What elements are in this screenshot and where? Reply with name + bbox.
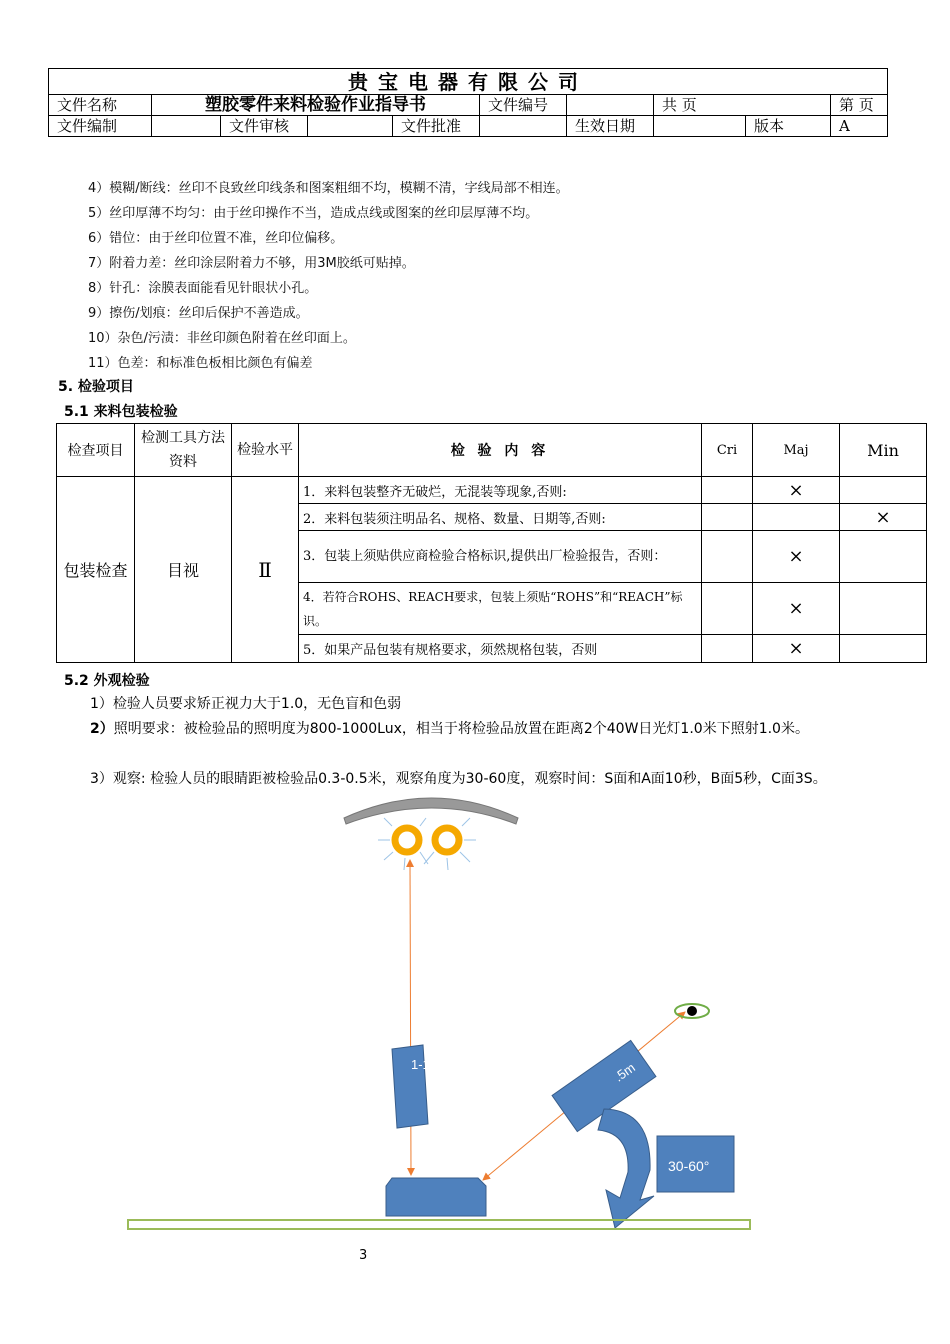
list-item: 11）色差：和标准色板相比颜色有偏差 [88, 356, 313, 371]
page-label: 第 页 [831, 95, 888, 116]
col-header-tool: 检测工具方法资料 [135, 424, 232, 477]
col-header-content: 检 验 内 容 [299, 424, 702, 477]
list-item: 4）模糊/断线：丝印不良致丝印线条和图案粗细不均，模糊不清，字线局部不相连。 [88, 181, 569, 196]
approved-label: 文件批准 [393, 116, 480, 137]
doc-name-label: 文件名称 [49, 95, 152, 116]
lamp-icon [395, 828, 419, 852]
angle-label: 30-60° [668, 1158, 710, 1174]
doc-title: 塑胶零件来料检验作业指导书 [152, 95, 480, 116]
list-item: 9）擦伤/划痕：丝印后保护不善造成。 [88, 306, 309, 321]
angle-arrow-icon [598, 1109, 654, 1228]
eye-icon [675, 1004, 709, 1018]
col-header-min: Min [840, 424, 927, 477]
maj-cell: × [753, 583, 840, 635]
maj-cell: × [753, 477, 840, 504]
prepared-label: 文件编制 [49, 116, 152, 137]
list-item: 6）错位：由于丝印位置不准，丝印位偏移。 [88, 231, 344, 246]
content-cell: 1．来料包装整齐无破烂，无混装等现象,否则: [299, 477, 702, 504]
list-item: 8）针孔：涂膜表面能看见针眼状小孔。 [88, 281, 318, 296]
section-5-heading: 5. 检验项目 [58, 379, 134, 395]
maj-cell: × [753, 531, 840, 583]
section-5-1-heading: 5.1 来料包装检验 [64, 404, 178, 420]
company-name: 贵宝电器有限公司 [49, 69, 888, 95]
paragraph-text: 3）观察: 检验人员的眼睛距被检验品0.3-0.5米，观察角度为30-60度，观察时间：S面和A面10秒，B面5秒，C面3S。 [90, 771, 827, 787]
col-header-level: 检验水平 [232, 424, 299, 477]
content-cell: 2．来料包装须注明品名、规格、数量、日期等,否则: [299, 504, 702, 531]
col-header-cri: Cri [702, 424, 753, 477]
reviewed-label: 文件审核 [221, 116, 308, 137]
table-surface [128, 1220, 750, 1229]
section-5-2-heading: 5.2 外观检验 [64, 673, 150, 689]
lamp-reflector-icon [344, 798, 518, 824]
list-item: 5）丝印厚薄不均匀：由于丝印操作不当，造成点线或图案的丝印层厚薄不均。 [88, 206, 539, 221]
paragraph-text: 1）检验人员要求矫正视力大于1.0，无色盲和色弱 [90, 696, 402, 712]
paragraph-number: 2） [90, 721, 114, 737]
content-cell: 4．若符合ROHS、REACH要求，包装上须贴“ROHS”和“REACH”标识。 [299, 583, 702, 635]
distance-label-box [392, 1045, 430, 1128]
product-icon [386, 1178, 486, 1216]
check-level: Ⅱ [232, 477, 299, 663]
total-pages-label: 共 页 [654, 95, 831, 116]
lamp-icon [435, 828, 459, 852]
maj-cell: × [753, 635, 840, 663]
content-cell: 5．如果产品包装有规格要求，须然规格包装，否则 [299, 635, 702, 663]
version-value: A [831, 116, 888, 137]
paragraph-text: 照明要求：被检验品的照明度为800-1000Lux，相当于将检验品放置在距离2个40W日光灯1.0米下照射1.0米。 [113, 721, 809, 737]
eye-distance-label: .5m [611, 1059, 638, 1085]
page-number: 3 [359, 1248, 368, 1263]
doc-number-label: 文件编号 [480, 95, 567, 116]
col-header-item: 检查项目 [57, 424, 135, 477]
content-cell: 3．包装上须贴供应商检验合格标识,提供出厂检验报告，否则： [299, 531, 702, 583]
list-item: 10）杂色/污渍：非丝印颜色附着在丝印面上。 [88, 331, 356, 346]
list-item: 7）附着力差：丝印涂层附着力不够，用3M胶纸可贴掉。 [88, 256, 415, 271]
angle-label-box [657, 1136, 734, 1192]
distance-arrow [410, 860, 411, 1175]
version-label: 版本 [746, 116, 831, 137]
effective-date-label: 生效日期 [567, 116, 654, 137]
col-header-maj: Maj [753, 424, 840, 477]
min-cell: × [840, 504, 927, 531]
distance-label: 1-1 [411, 1057, 430, 1072]
check-tool: 目视 [135, 477, 232, 663]
check-item: 包装检查 [57, 477, 135, 663]
